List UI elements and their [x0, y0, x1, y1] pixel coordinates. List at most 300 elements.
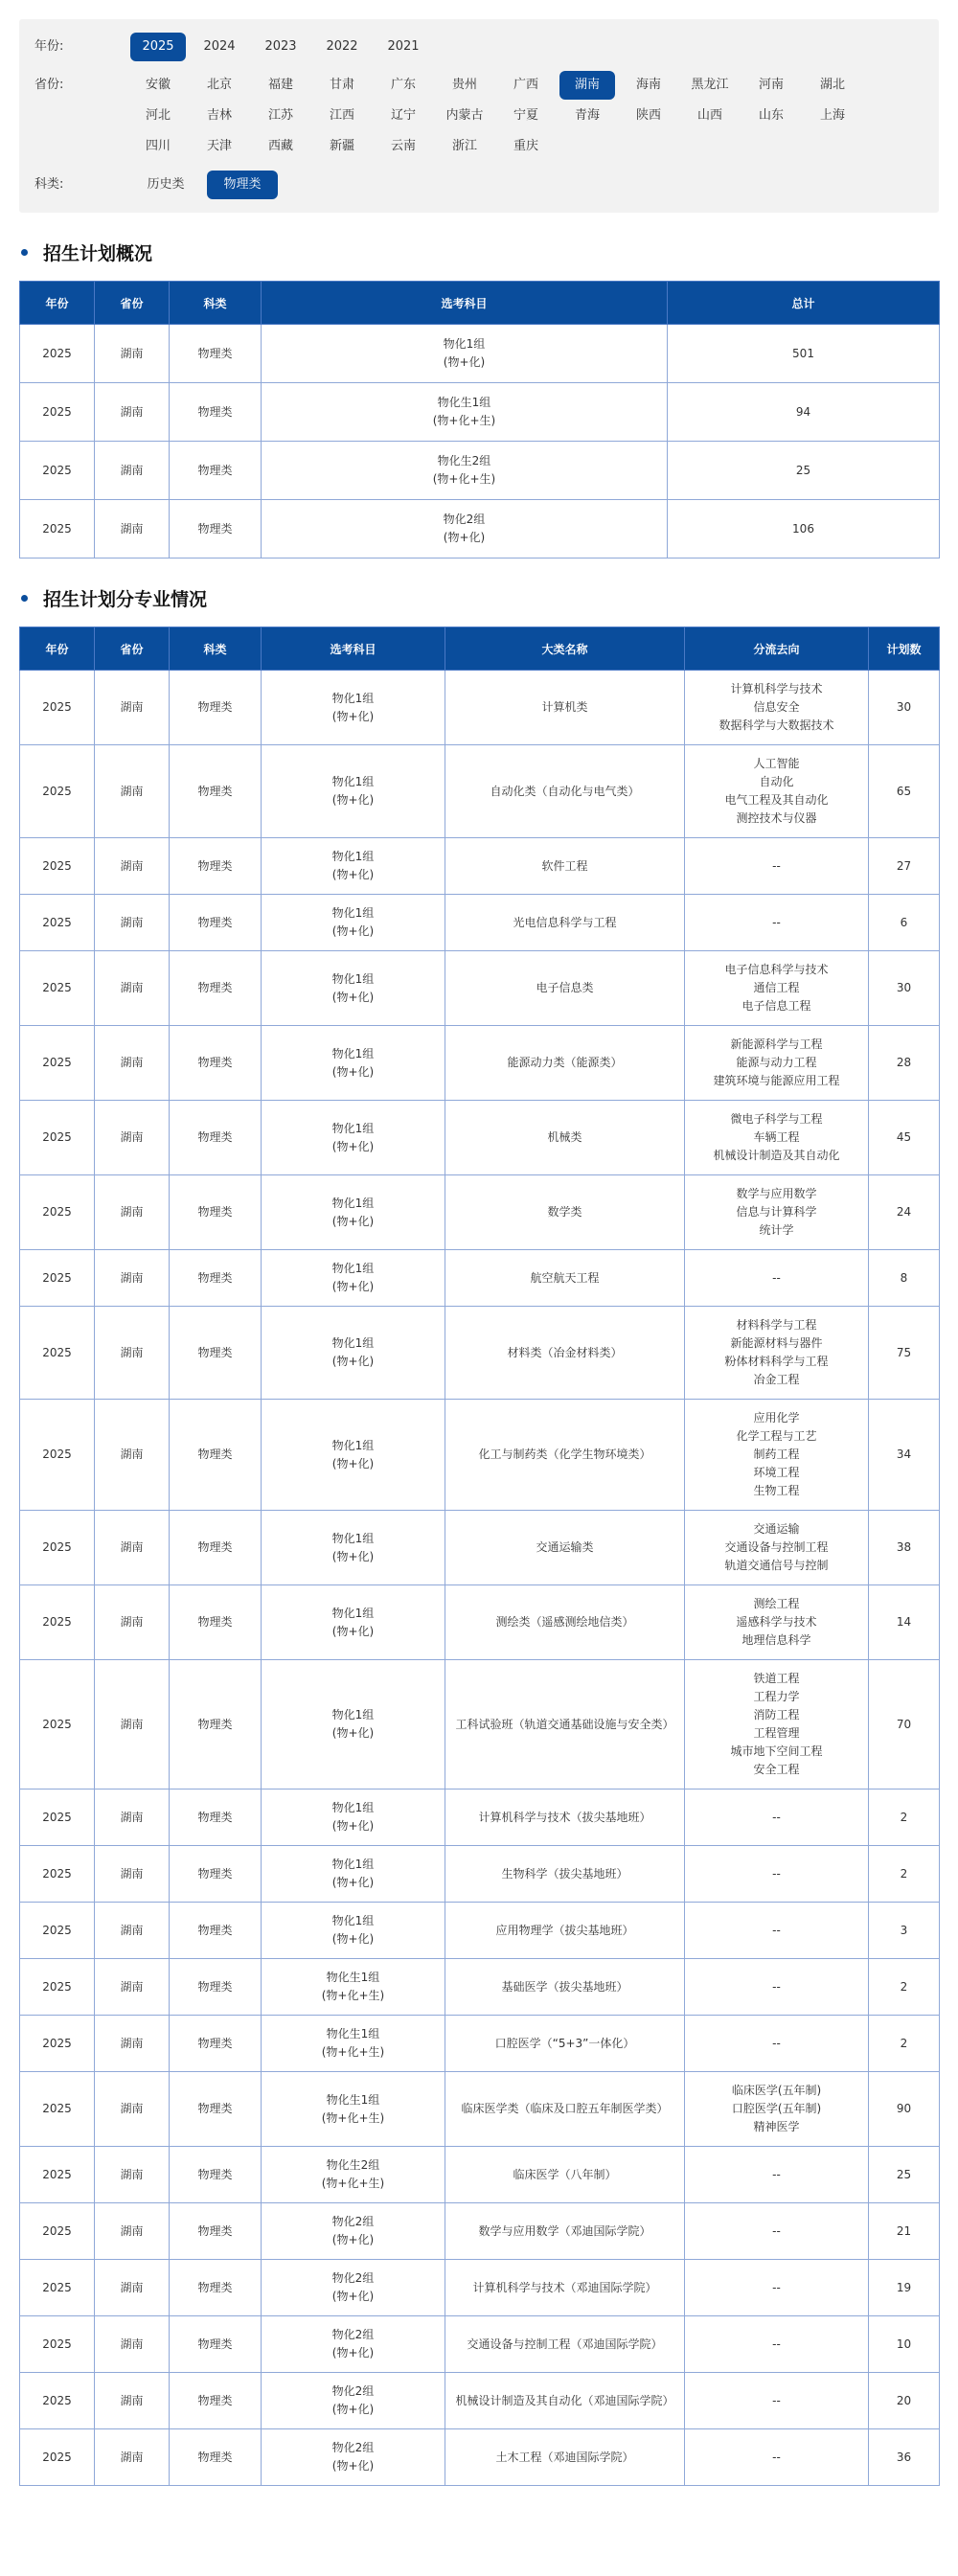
table-cell: 2025: [20, 2316, 95, 2373]
table-cell: 物理类: [170, 951, 262, 1026]
table-cell: --: [685, 2373, 869, 2429]
table-cell: 2025: [20, 895, 95, 951]
table-cell: 物化2组 (物+化): [262, 2373, 445, 2429]
table-row: [20, 383, 940, 442]
province-option[interactable]: 上海: [819, 108, 845, 123]
table-cell: 湖南: [95, 2260, 170, 2316]
province-option[interactable]: 青海: [574, 108, 600, 123]
table-cell: 自动化类（自动化与电气类）: [445, 745, 685, 838]
table-cell: 交通运输 交通设备与控制工程 轨道交通信号与控制: [685, 1511, 869, 1585]
table-cell: 物理类: [170, 1846, 262, 1903]
table-cell: 2: [869, 2016, 940, 2072]
table-cell: 湖南: [95, 671, 170, 745]
table-cell: 数学类: [445, 1175, 685, 1250]
table-cell: 物理类: [170, 1175, 262, 1250]
table-cell: 湖南: [95, 1790, 170, 1846]
table-row: [20, 2373, 940, 2429]
table-cell: 物化生1组 (物+化+生): [262, 383, 668, 442]
table-cell: 10: [869, 2316, 940, 2373]
table-row: [20, 325, 940, 383]
table-cell: 物化1组 (物+化): [262, 1026, 445, 1101]
table-cell: 湖南: [95, 1511, 170, 1585]
province-option[interactable]: 天津: [206, 139, 232, 153]
province-option[interactable]: 宁夏: [513, 108, 538, 123]
year-options: [130, 33, 924, 63]
table-cell: 材料科学与工程 新能源材料与器件 粉体材料科学与工程 冶金工程: [685, 1307, 869, 1400]
table-cell: 2025: [20, 500, 95, 559]
table-cell: --: [685, 838, 869, 895]
category-filter-row: [34, 171, 924, 201]
province-option[interactable]: 广东: [390, 78, 416, 92]
table-cell: 计算机类: [445, 671, 685, 745]
table-cell: 2025: [20, 2429, 95, 2486]
province-option[interactable]: 福建: [267, 78, 293, 92]
table-cell: 湖南: [95, 1903, 170, 1959]
table-cell: 湖南: [95, 838, 170, 895]
table-cell: 2025: [20, 1903, 95, 1959]
province-option[interactable]: 新疆: [329, 139, 354, 153]
table-cell: 物化2组 (物+化): [262, 2260, 445, 2316]
detail-table: [19, 627, 940, 2486]
table-cell: 物化生1组 (物+化+生): [262, 1959, 445, 2016]
category-options: [130, 171, 924, 201]
table-cell: 30: [869, 951, 940, 1026]
table-cell: 湖南: [95, 951, 170, 1026]
table-cell: 物化1组 (物+化): [262, 951, 445, 1026]
table-cell: 湖南: [95, 1175, 170, 1250]
table-row: [20, 951, 940, 1026]
column-header: 选考科目: [262, 627, 445, 671]
table-cell: 2025: [20, 383, 95, 442]
table-cell: 物理类: [170, 325, 262, 383]
province-option[interactable]: 内蒙古: [445, 108, 484, 123]
table-row: [20, 2016, 940, 2072]
table-cell: 物理类: [170, 1959, 262, 2016]
table-row: [20, 442, 940, 500]
table-cell: 物理类: [170, 2373, 262, 2429]
table-cell: 临床医学类（临床及口腔五年制医学类）: [445, 2072, 685, 2147]
table-cell: 物理类: [170, 1511, 262, 1585]
table-cell: 计算机科学与技术（邓迪国际学院）: [445, 2260, 685, 2316]
table-row: [20, 745, 940, 838]
table-cell: 物理类: [170, 895, 262, 951]
table-cell: 物理类: [170, 2016, 262, 2072]
province-option[interactable]: 山东: [758, 108, 784, 123]
table-cell: 2025: [20, 2203, 95, 2260]
column-header: 科类: [170, 282, 262, 325]
table-row: [20, 2316, 940, 2373]
table-cell: 2025: [20, 1307, 95, 1400]
table-cell: 物化生1组 (物+化+生): [262, 2072, 445, 2147]
table-cell: 物化1组 (物+化): [262, 1400, 445, 1511]
province-option[interactable]: 河北: [145, 108, 171, 123]
table-cell: 能源动力类（能源类）: [445, 1026, 685, 1101]
table-cell: 铁道工程 工程力学 消防工程 工程管理 城市地下空间工程 安全工程: [685, 1660, 869, 1790]
province-option[interactable]: 山西: [696, 108, 722, 123]
table-cell: 湖南: [95, 2016, 170, 2072]
table-cell: 生物科学（拔尖基地班）: [445, 1846, 685, 1903]
table-row: [20, 500, 940, 559]
table-cell: 2: [869, 1790, 940, 1846]
table-cell: 14: [869, 1585, 940, 1660]
column-header: 年份: [20, 627, 95, 671]
province-option[interactable]: 湖北: [819, 78, 845, 92]
table-cell: 2025: [20, 442, 95, 500]
table-cell: 物化生2组 (物+化+生): [262, 2147, 445, 2203]
table-cell: --: [685, 2147, 869, 2203]
column-header: 总计: [668, 282, 940, 325]
table-row: [20, 2203, 940, 2260]
table-row: [20, 1660, 940, 1790]
table-cell: 2025: [20, 2260, 95, 2316]
table-cell: --: [685, 1846, 869, 1903]
table-cell: 34: [869, 1400, 940, 1511]
table-cell: 物化2组 (物+化): [262, 2316, 445, 2373]
table-cell: 45: [869, 1101, 940, 1175]
table-row: [20, 2072, 940, 2147]
year-filter-label: 年份:: [34, 39, 64, 54]
table-cell: --: [685, 2260, 869, 2316]
table-cell: 电子信息类: [445, 951, 685, 1026]
column-header: 年份: [20, 282, 95, 325]
table-cell: 湖南: [95, 2203, 170, 2260]
table-cell: 2: [869, 1846, 940, 1903]
column-header: 省份: [95, 282, 170, 325]
table-cell: 物化1组 (物+化): [262, 1790, 445, 1846]
table-cell: 临床医学(五年制) 口腔医学(五年制) 精神医学: [685, 2072, 869, 2147]
column-header: 科类: [170, 627, 262, 671]
table-cell: 新能源科学与工程 能源与动力工程 建筑环境与能源应用工程: [685, 1026, 869, 1101]
table-cell: 交通运输类: [445, 1511, 685, 1585]
year-filter-row: [34, 33, 924, 63]
table-cell: 物理类: [170, 1101, 262, 1175]
table-cell: 2025: [20, 2147, 95, 2203]
table-cell: 湖南: [95, 2316, 170, 2373]
table-cell: 湖南: [95, 500, 170, 559]
table-cell: 物理类: [170, 383, 262, 442]
table-cell: 湖南: [95, 1250, 170, 1307]
table-cell: 物化1组 (物+化): [262, 1307, 445, 1400]
year-option[interactable]: 2021: [387, 39, 420, 54]
table-cell: 2025: [20, 2373, 95, 2429]
table-cell: 物化生2组 (物+化+生): [262, 442, 668, 500]
category-option[interactable]: 历史类: [147, 177, 185, 192]
table-row: [20, 1846, 940, 1903]
table-cell: 物理类: [170, 2429, 262, 2486]
table-cell: 75: [869, 1307, 940, 1400]
table-cell: 20: [869, 2373, 940, 2429]
table-cell: 物理类: [170, 1903, 262, 1959]
table-cell: 材料类（冶金材料类）: [445, 1307, 685, 1400]
table-cell: 湖南: [95, 2429, 170, 2486]
table-cell: --: [685, 2203, 869, 2260]
table-cell: 8: [869, 1250, 940, 1307]
table-cell: --: [685, 1959, 869, 2016]
table-cell: 24: [869, 1175, 940, 1250]
category-option[interactable]: 物理类: [207, 171, 278, 199]
table-cell: 湖南: [95, 1959, 170, 2016]
table-cell: --: [685, 1903, 869, 1959]
province-option[interactable]: 吉林: [206, 108, 232, 123]
table-cell: 物化1组 (物+化): [262, 1175, 445, 1250]
table-cell: 应用物理学（拔尖基地班）: [445, 1903, 685, 1959]
table-row: [20, 1903, 940, 1959]
column-header: 分流去向: [685, 627, 869, 671]
table-cell: 物化1组 (物+化): [262, 895, 445, 951]
table-cell: --: [685, 2429, 869, 2486]
province-option[interactable]: 北京: [206, 78, 232, 92]
table-row: [20, 1101, 940, 1175]
province-option[interactable]: 江苏: [267, 108, 293, 123]
table-cell: 物化1组 (物+化): [262, 1511, 445, 1585]
table-cell: 3: [869, 1903, 940, 1959]
table-cell: 湖南: [95, 1026, 170, 1101]
table-cell: 湖南: [95, 325, 170, 383]
province-option[interactable]: 辽宁: [390, 108, 416, 123]
table-cell: 湖南: [95, 2072, 170, 2147]
table-cell: 口腔医学（“5+3”一体化）: [445, 2016, 685, 2072]
table-cell: 2025: [20, 1959, 95, 2016]
table-cell: 物理类: [170, 671, 262, 745]
year-option[interactable]: 2023: [264, 39, 297, 54]
year-option[interactable]: 2025: [130, 33, 186, 61]
column-header: 选考科目: [262, 282, 668, 325]
province-option[interactable]: 湖南: [559, 71, 615, 100]
table-cell: 物理类: [170, 2147, 262, 2203]
table-cell: 物化1组 (物+化): [262, 1250, 445, 1307]
table-cell: 物理类: [170, 1307, 262, 1400]
bullet-dot-icon: [21, 595, 28, 602]
table-cell: 物化1组 (物+化): [262, 1660, 445, 1790]
table-cell: 2025: [20, 1250, 95, 1307]
table-cell: 航空航天工程: [445, 1250, 685, 1307]
table-cell: 物化1组 (物+化): [262, 325, 668, 383]
column-header: 省份: [95, 627, 170, 671]
province-option[interactable]: 江西: [329, 108, 354, 123]
table-cell: 测绘类（遥感测绘地信类）: [445, 1585, 685, 1660]
table-cell: 物理类: [170, 1250, 262, 1307]
table-cell: 光电信息科学与工程: [445, 895, 685, 951]
table-cell: 湖南: [95, 1400, 170, 1511]
table-cell: 27: [869, 838, 940, 895]
table-cell: 物化2组 (物+化): [262, 2429, 445, 2486]
table-row: [20, 1585, 940, 1660]
table-row: [20, 838, 940, 895]
table-cell: 工科试验班（轨道交通基础设施与安全类）: [445, 1660, 685, 1790]
table-cell: 机械类: [445, 1101, 685, 1175]
table-cell: 2025: [20, 1846, 95, 1903]
table-row: [20, 1250, 940, 1307]
table-cell: 2025: [20, 2016, 95, 2072]
province-option[interactable]: 四川: [145, 139, 171, 153]
table-row: [20, 1400, 940, 1511]
table-cell: 2: [869, 1959, 940, 2016]
province-option[interactable]: 安徽: [145, 78, 171, 92]
table-cell: 2025: [20, 745, 95, 838]
table-cell: 501: [668, 325, 940, 383]
year-option[interactable]: 2022: [326, 39, 358, 54]
table-cell: 6: [869, 895, 940, 951]
table-cell: 2025: [20, 1400, 95, 1511]
province-option[interactable]: 云南: [390, 139, 416, 153]
table-cell: --: [685, 1790, 869, 1846]
table-cell: 人工智能 自动化 电气工程及其自动化 测控技术与仪器: [685, 745, 869, 838]
table-cell: 湖南: [95, 1585, 170, 1660]
province-option[interactable]: 甘肃: [329, 78, 354, 92]
table-cell: 2025: [20, 951, 95, 1026]
table-cell: 2025: [20, 325, 95, 383]
table-cell: 软件工程: [445, 838, 685, 895]
table-cell: 计算机科学与技术（拔尖基地班）: [445, 1790, 685, 1846]
table-cell: --: [685, 895, 869, 951]
table-cell: 物理类: [170, 2260, 262, 2316]
table-cell: 数学与应用数学 信息与计算科学 统计学: [685, 1175, 869, 1250]
table-cell: 2025: [20, 1101, 95, 1175]
table-row: [20, 1790, 940, 1846]
table-row: [20, 895, 940, 951]
table-row: [20, 2260, 940, 2316]
table-cell: 数学与应用数学（邓迪国际学院）: [445, 2203, 685, 2260]
table-cell: 物化1组 (物+化): [262, 671, 445, 745]
table-cell: 物化1组 (物+化): [262, 1846, 445, 1903]
table-cell: --: [685, 1250, 869, 1307]
table-cell: 2025: [20, 671, 95, 745]
table-cell: 湖南: [95, 1846, 170, 1903]
province-option[interactable]: 海南: [635, 78, 661, 92]
table-cell: 物理类: [170, 1790, 262, 1846]
column-header: 大类名称: [445, 627, 685, 671]
table-cell: 临床医学（八年制）: [445, 2147, 685, 2203]
province-filter-label: 省份:: [34, 78, 64, 92]
table-cell: 湖南: [95, 1660, 170, 1790]
table-row: [20, 1026, 940, 1101]
table-cell: 2025: [20, 2072, 95, 2147]
table-cell: 36: [869, 2429, 940, 2486]
summary-table: [19, 281, 940, 559]
table-cell: 交通设备与控制工程（邓迪国际学院）: [445, 2316, 685, 2373]
table-row: [20, 1511, 940, 1585]
table-cell: 物化2组 (物+化): [262, 2203, 445, 2260]
table-cell: 物化生1组 (物+化+生): [262, 2016, 445, 2072]
table-cell: 湖南: [95, 745, 170, 838]
table-cell: 90: [869, 2072, 940, 2147]
table-cell: 2025: [20, 1175, 95, 1250]
province-option[interactable]: 黑龙江: [691, 78, 729, 92]
table-row: [20, 1307, 940, 1400]
table-cell: 106: [668, 500, 940, 559]
table-cell: 物理类: [170, 1400, 262, 1511]
table-cell: --: [685, 2016, 869, 2072]
table-cell: 物理类: [170, 2316, 262, 2373]
year-option[interactable]: 2024: [203, 39, 236, 54]
table-cell: 70: [869, 1660, 940, 1790]
table-cell: 38: [869, 1511, 940, 1585]
table-cell: 应用化学 化学工程与工艺 制药工程 环境工程 生物工程: [685, 1400, 869, 1511]
province-option[interactable]: 河南: [758, 78, 784, 92]
bullet-dot-icon: [21, 249, 28, 256]
province-option[interactable]: 贵州: [451, 78, 477, 92]
table-cell: 28: [869, 1026, 940, 1101]
table-cell: 物理类: [170, 745, 262, 838]
table-cell: 2025: [20, 1660, 95, 1790]
table-cell: 94: [668, 383, 940, 442]
table-cell: 25: [668, 442, 940, 500]
table-cell: 物理类: [170, 2072, 262, 2147]
table-cell: 电子信息科学与技术 通信工程 电子信息工程: [685, 951, 869, 1026]
table-cell: 物理类: [170, 1660, 262, 1790]
table-row: [20, 1175, 940, 1250]
table-cell: 湖南: [95, 383, 170, 442]
table-cell: 测绘工程 遥感科学与技术 地理信息科学: [685, 1585, 869, 1660]
table-cell: 物理类: [170, 500, 262, 559]
table-cell: 微电子科学与工程 车辆工程 机械设计制造及其自动化: [685, 1101, 869, 1175]
column-header: 计划数: [869, 627, 940, 671]
table-cell: 物理类: [170, 838, 262, 895]
table-cell: 2025: [20, 838, 95, 895]
table-row: [20, 2429, 940, 2486]
table-cell: --: [685, 2316, 869, 2373]
table-cell: 65: [869, 745, 940, 838]
table-cell: 物化1组 (物+化): [262, 745, 445, 838]
table-cell: 物化1组 (物+化): [262, 1585, 445, 1660]
table-cell: 25: [869, 2147, 940, 2203]
table-cell: 物理类: [170, 1026, 262, 1101]
category-filter-label: 科类:: [34, 177, 64, 192]
province-filter-row: [34, 71, 924, 163]
table-cell: 基础医学（拔尖基地班）: [445, 1959, 685, 2016]
table-cell: 物化2组 (物+化): [262, 500, 668, 559]
filter-panel: [19, 19, 939, 213]
province-option[interactable]: 重庆: [513, 139, 538, 153]
summary-section-header: [19, 239, 939, 265]
province-option[interactable]: 陕西: [635, 108, 661, 123]
table-cell: 机械设计制造及其自动化（邓迪国际学院）: [445, 2373, 685, 2429]
province-option[interactable]: 广西: [513, 78, 538, 92]
table-row: [20, 2147, 940, 2203]
table-cell: 湖南: [95, 1307, 170, 1400]
table-cell: 21: [869, 2203, 940, 2260]
table-cell: 2025: [20, 1026, 95, 1101]
table-cell: 湖南: [95, 895, 170, 951]
table-cell: 物理类: [170, 2203, 262, 2260]
table-cell: 土木工程（邓迪国际学院）: [445, 2429, 685, 2486]
table-cell: 物理类: [170, 442, 262, 500]
table-cell: 物理类: [170, 1585, 262, 1660]
province-options: [130, 71, 924, 163]
table-cell: 物化1组 (物+化): [262, 1903, 445, 1959]
table-cell: 19: [869, 2260, 940, 2316]
table-cell: 湖南: [95, 2373, 170, 2429]
detail-section-header: [19, 585, 939, 611]
table-cell: 湖南: [95, 1101, 170, 1175]
summary-title: 招生计划概况: [43, 243, 153, 264]
table-cell: 物化1组 (物+化): [262, 1101, 445, 1175]
table-cell: 物化1组 (物+化): [262, 838, 445, 895]
table-cell: 30: [869, 671, 940, 745]
table-cell: 2025: [20, 1585, 95, 1660]
table-cell: 2025: [20, 1790, 95, 1846]
detail-title: 招生计划分专业情况: [43, 589, 208, 610]
table-row: [20, 1959, 940, 2016]
table-cell: 2025: [20, 1511, 95, 1585]
table-row: [20, 671, 940, 745]
table-cell: 湖南: [95, 2147, 170, 2203]
table-cell: 计算机科学与技术 信息安全 数据科学与大数据技术: [685, 671, 869, 745]
table-cell: 湖南: [95, 442, 170, 500]
table-cell: 化工与制药类（化学生物环境类）: [445, 1400, 685, 1511]
province-option[interactable]: 西藏: [267, 139, 293, 153]
province-option[interactable]: 浙江: [451, 139, 477, 153]
